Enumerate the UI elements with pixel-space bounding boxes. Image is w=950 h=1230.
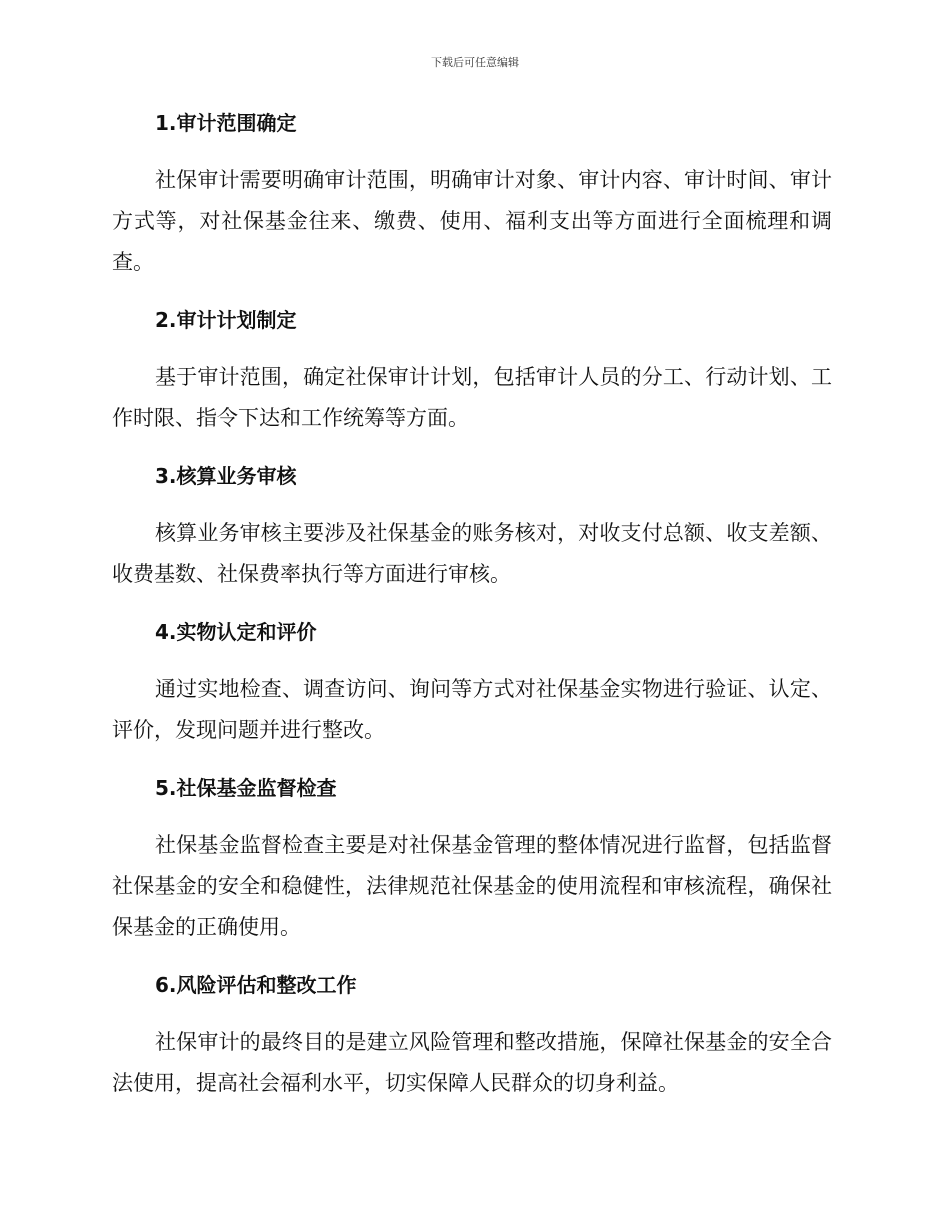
document-content [112,108,832,1126]
section-paragraph: 社保基金监督检查主要是对社保基金管理的整体情况进行监督，包括监督社保基金的安全和稳健性，法律规范社保基金的使用流程和审核流程，确保社保基金的正确使用。 [112,833,832,939]
section-heading: 3.核算业务审核 [155,464,297,488]
section-heading: 2.审计计划制定 [155,308,297,332]
section-heading: 6.风险评估和整改工作 [155,973,357,997]
section-paragraph: 通过实地检查、调查访问、询问等方式对社保基金实物进行验证、认定、评价，发现问题并进行整改。 [112,677,832,742]
section-paragraph: 核算业务审核主要涉及社保基金的账务核对，对收支付总额、收支差额、收费基数、社保费率执行等方面进行审核。 [112,521,832,586]
section-paragraph: 社保审计需要明确审计范围，明确审计对象、审计内容、审计时间、审计方式等，对社保基金往来、缴费、使用、福利支出等方面进行全面梳理和调查。 [112,168,832,274]
section-paragraph: 社保审计的最终目的是建立风险管理和整改措施，保障社保基金的安全合法使用，提高社会福利水平，切实保障人民群众的切身利益。 [112,1030,832,1095]
section-heading: 4.实物认定和评价 [155,620,317,644]
section-paragraph: 基于审计范围，确定社保审计计划，包括审计人员的分工、行动计划、工作时限、指令下达和工作统筹等方面。 [112,365,832,430]
section-heading: 1.审计范围确定 [155,111,297,135]
section-heading: 5.社保基金监督检查 [155,776,337,800]
page-header-note: 下载后可任意编辑 [431,56,519,69]
